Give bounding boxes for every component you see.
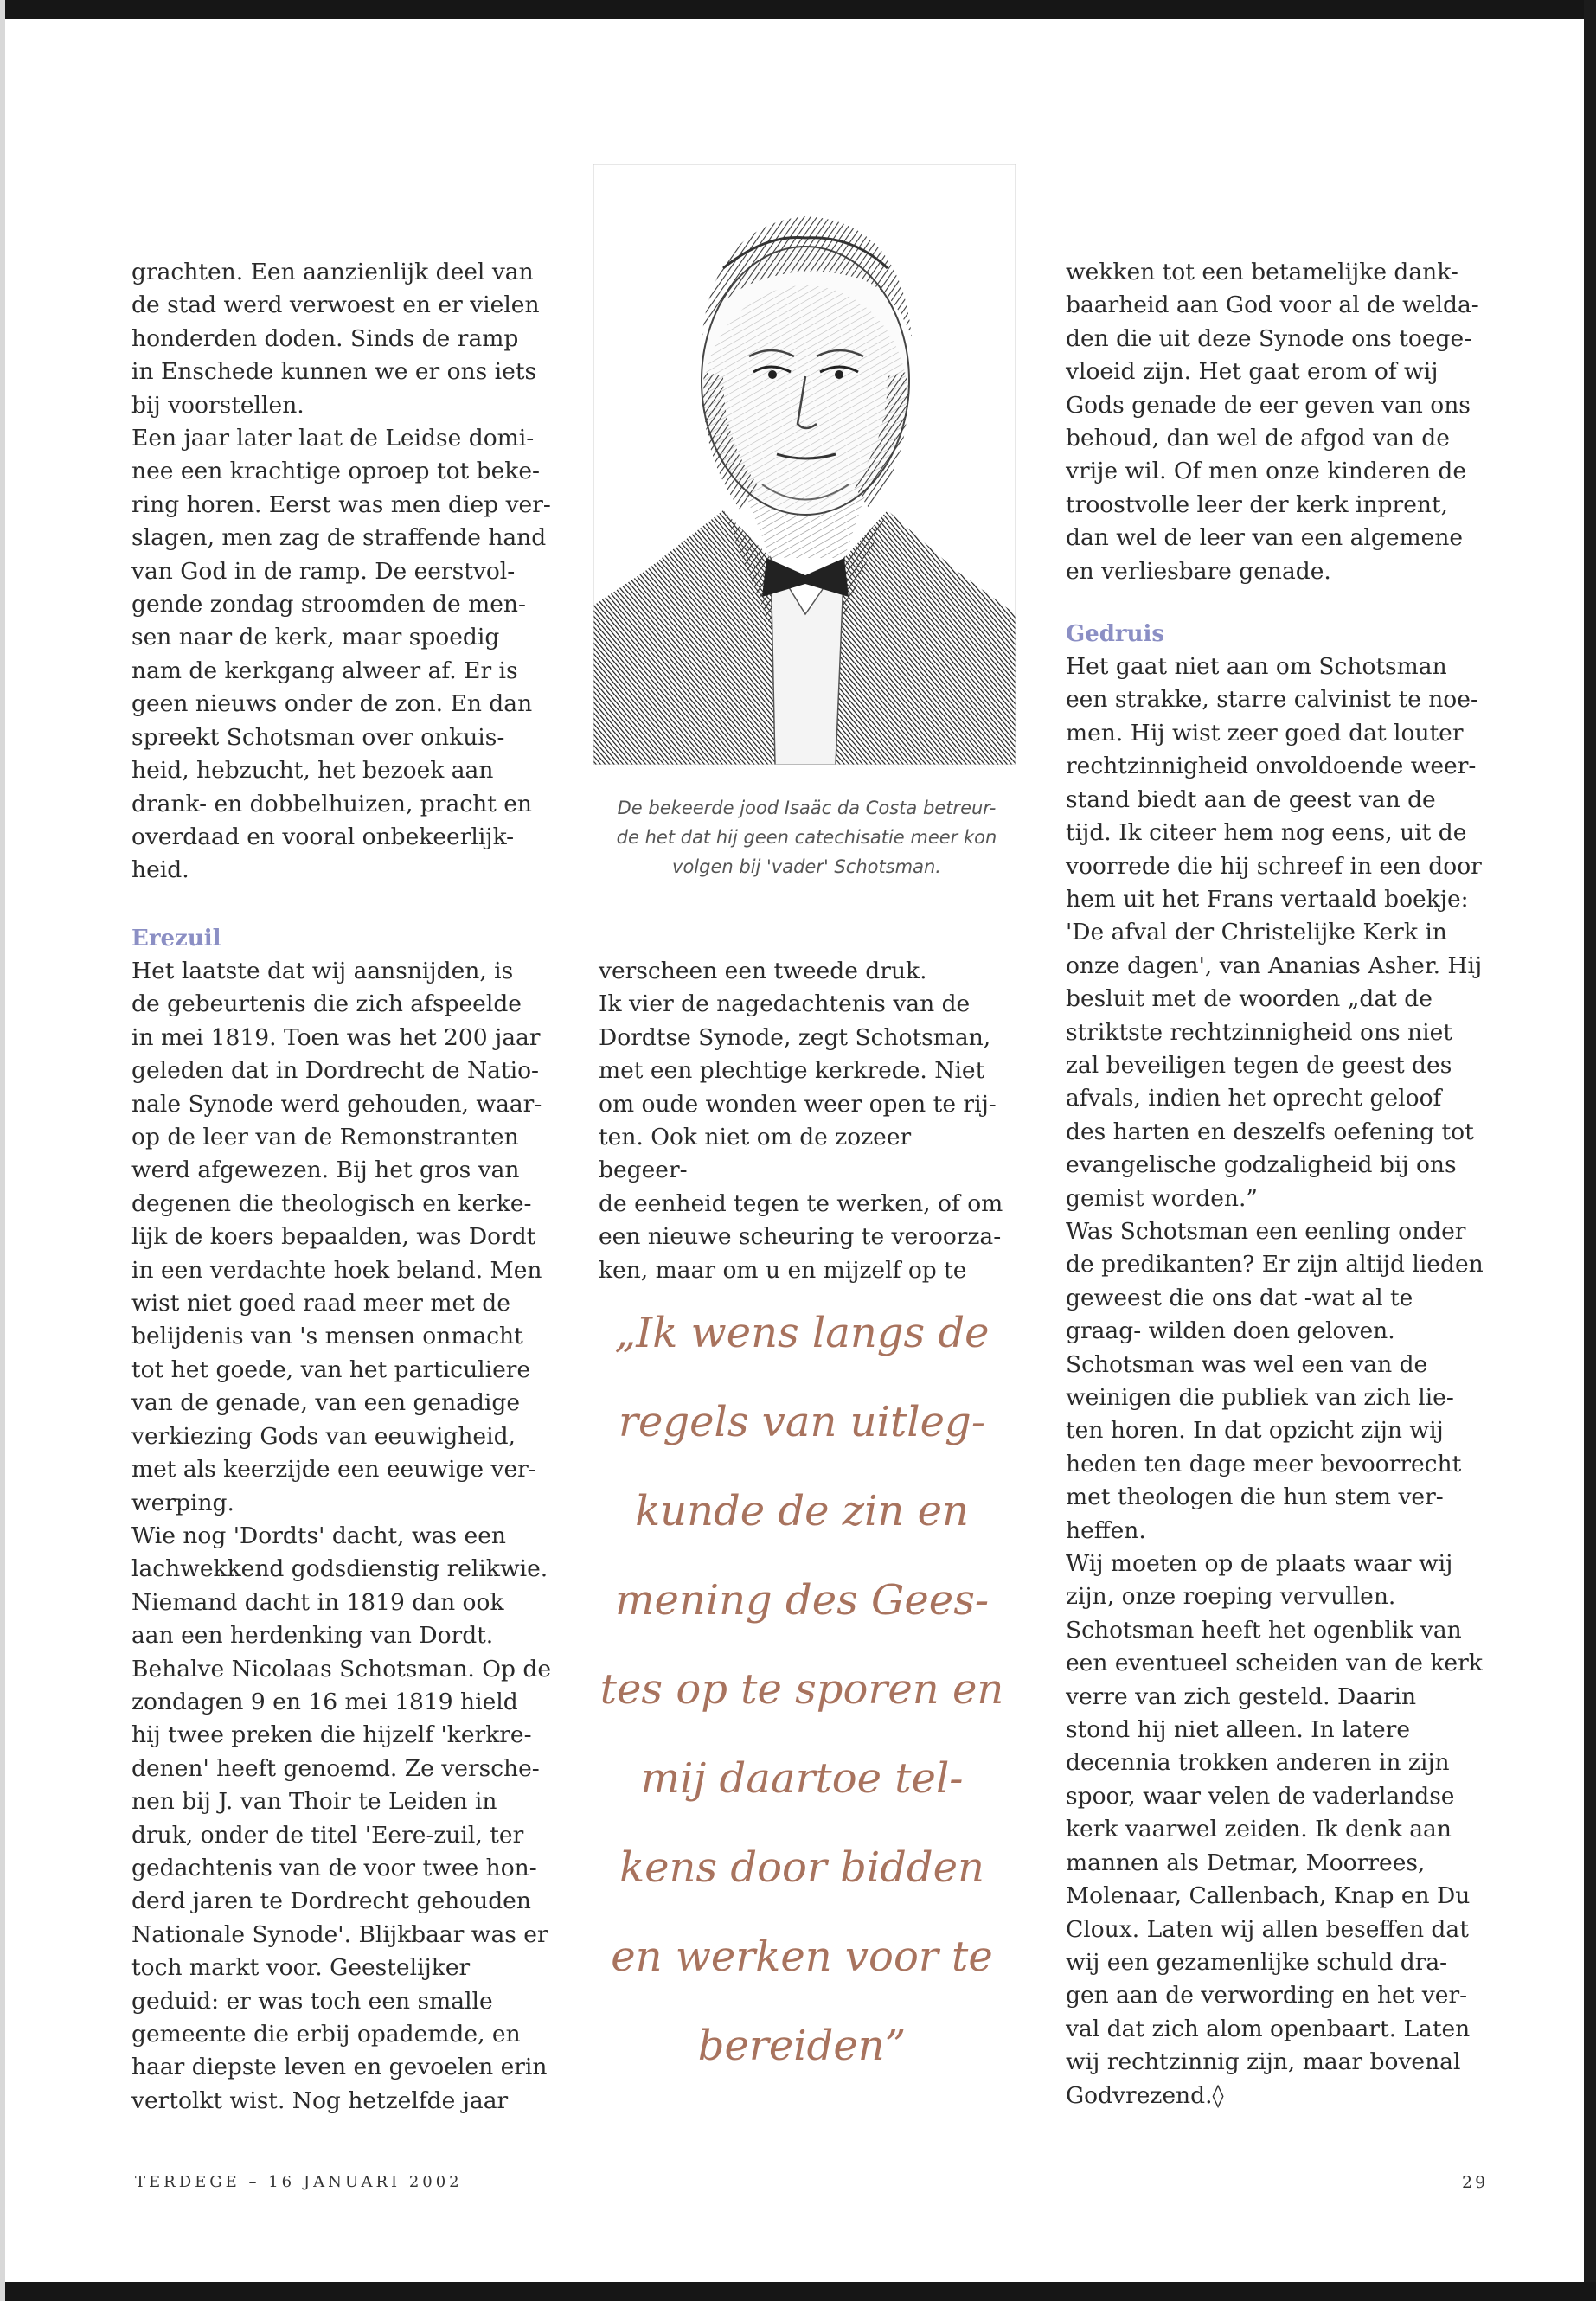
column-3-paragraph-2: Het gaat niet aan om Schotsman een strakke, starre calvinist te noe- men. Hij wist zeer goed dat louter rechtzinnigheid onvoldoende weer- stand biedt aan de geest van de tijd. Ik citeer hem nog eens, uit de voorrede die hij schreef in een door hem uit het Frans vertaald boekje: 'De afval der Christelijke Kerk in onze dagen', van Ananias Asher. Hij besluit met de woorden „dat de striktste rechtzinnigheid ons niet zal beveiligen tegen de geest des afvals, indien het oprecht geloof des harten en deszelfs oefening tot evangelische godzaligheid bij ons gemist worden.”: [1066, 653, 1483, 1212]
column-3-paragraph-3: Was Schotsman een eenling onder de predikanten? Er zijn altijd lieden geweest die ons dat -wat al te graag- wilden doen geloven. Schotsman was wel een van de weinigen die publiek van zich lie- ten horen. In dat opzicht zijn wij heden ten dage meer bevoorrecht met theologen die hun stem ver- heffen.: [1066, 1217, 1484, 1544]
footer-publication: TERDEGE – 16 JANUARI 2002: [135, 2173, 463, 2191]
column-1-bottom: [131, 922, 555, 2118]
section-heading-gedruis: Gedruis: [1066, 621, 1165, 648]
column-2-paragraph-2: Ik vier de nagedachtenis van de Dordtse Synode, zegt Schotsman, met een plechtige kerkrede. Niet om oude wonden weer open te rij- ten. Ook niet om de zozeer begeer- de eenheid tegen te werken, of om een nieuwe scheuring te veroorza- ken, maar om u en mijzelf op te: [599, 990, 1003, 1284]
section-heading-erezuil: Erezuil: [131, 926, 221, 952]
column-2-paragraph-1: verscheen een tweede druk.: [599, 958, 927, 984]
portrait-engraving: [593, 164, 1016, 765]
column-3-paragraph-1: wekken tot een betamelijke dank- baarheid aan God voor al de welda- den die uit deze Synode ons toege- vloeid zijn. Het gaat erom of wij Gods genade de eer geven van ons behoud, dan wel de afgod van de vrije wil. Of men onze kinderen de troostvolle leer der kerk inprent, dan wel de leer van een algemene en verliesbare genade.: [1066, 259, 1479, 585]
column-1-paragraph-4: Wie nog 'Dordts' dacht, was een lachwekkend godsdienstig relikwie. Niemand dacht in 1819 dan ook aan een herdenking van Dordt. Behalve Nicolaas Schotsman. Op de zondagen 9 en 16 mei 1819 hield hij twee preken die hijzelf 'kerkre- denen' heeft genoemd. Ze verschе- nen bij J. van Thoir te Leiden in druk, onder de titel 'Eere-zuil, ter gedachtenis van de voor twee hon- derd jaren te Dordrecht gehouden Nationale Synode'. Blijkbaar was er toch markt voor. Geestelijker geduid: er was toch een smalle gemeente die erbij opademde, en haar diepste leven en gevoelen erin vertolkt wist. Nog hetzelfde jaar: [131, 1522, 551, 2114]
scan-border-left: [0, 0, 5, 2301]
column-1-paragraph-3: Het laatste dat wij aansnijden, is de gebeurtenis die zich afspeelde in mei 1819. Toen was het 200 jaar geleden dat in Dordrecht de Natio- nale Synode werd gehouden, waar- op de leer van de Remonstranten werd afgewezen. Bij het gros van degenen die theologisch en kerke- lijk de koers bepaalden, was Dordt in een verdachte hoek beland. Men wist niet goed raad meer met de belijdenis van 's mensen onmacht tot het goede, van het particuliere van de genade, van een genadige verkiezing Gods van eeuwigheid, met als keerzijde een eeuwige ver- werping.: [131, 958, 542, 1516]
page-number: 29: [1462, 2173, 1489, 2192]
scan-border-bottom: [0, 2282, 1596, 2301]
column-1-paragraph-2: Een jaar later laat de Leidse domi- nee een krachtige oproep tot beke- ring horen. Eerst was men diep ver- slagen, men zag de straffende hand van God in de ramp. De eerstvol- gende zondag stroomden de men- sen naar de kerk, maar spoedig nam de kerkgang alweer af. Er is geen nieuws onder de zon. En dan spreekt Schotsman over onkuis- heid, hebzucht, het bezoek aan drank- en dobbelhuizen, pracht en overdaad en vooral onbekeerlijk- heid.: [131, 425, 551, 884]
column-2: [599, 955, 1005, 1287]
scan-border-right: [1584, 0, 1596, 2301]
pull-quote: „Ik wens langs de regels van uitleg- kunde de zin en mening des Gees- tes op te sporen en mij daartoe tel- kens door bidden en werken voor te bereiden”: [599, 1309, 1004, 2070]
scan-border-top: [0, 0, 1596, 19]
column-3-paragraph-4: Wij moeten op de plaats waar wij zijn, onze roeping vervullen. Schotsman heeft het ogenblik van een eventueel scheiden van de kerk verre van zich gesteld. Daarin stond hij niet alleen. In latere decennia trokken anderen in zijn spoor, waar velen de vaderlandse kerk vaarwel zeiden. Ik denk aan mannen als Detmar, Moorrees, Molenaar, Callenbach, Knap en Du Cloux. Laten wij allen beseffen dat wij een gezamenlijke schuld dra- gen aan de verwording en het ver- val dat zich alom openbaart. Laten wij rechtzinnig zijn, maar bovenal Godvrezend.◊: [1066, 1550, 1483, 2109]
image-caption: De bekeerde jood Isaäc da Costa betreur- de het dat hij geen catechisatie meer kon volgen bij 'vader' Schotsman.: [616, 798, 997, 877]
column-3: [1066, 256, 1498, 2112]
column-1-paragraph-1: grachten. Een aanzienlijk deel van de stad werd verwoest en er vielen honderden doden. Sinds de ramp in Enschede kunnen we er ons iets bij voorstellen.: [131, 259, 540, 419]
column-1-top: [131, 256, 555, 888]
